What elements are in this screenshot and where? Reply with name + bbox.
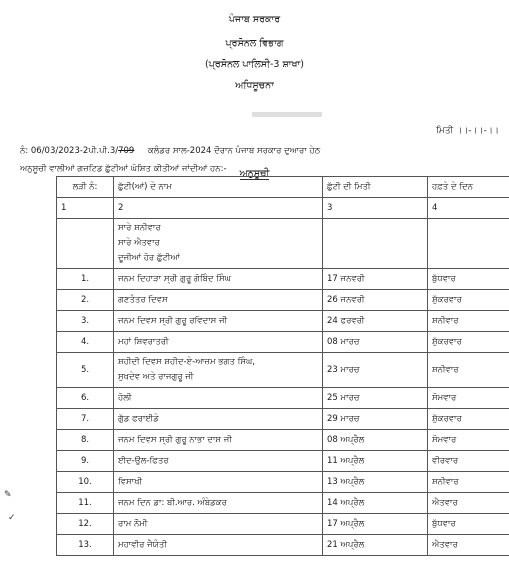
- holiday-weekday: ਬੁੱਧਵਾਰ: [428, 514, 509, 535]
- table-cell: [57, 219, 114, 269]
- table-row: [57, 269, 509, 290]
- holiday-date: 26 ਜਨਵਰੀ: [323, 290, 428, 311]
- holiday-name: [114, 269, 323, 290]
- table-row: [57, 472, 509, 493]
- holiday-name-line: ਗਣਤੰਤਰ ਦਿਵਸ: [118, 295, 168, 305]
- holiday-weekday: ਸ਼ਨੀਵਾਰ: [428, 472, 509, 493]
- holiday-weekday: ਸ਼ਨੀਵਾਰ: [428, 311, 509, 332]
- holiday-date: 08 ਮਾਰਚ: [323, 332, 428, 353]
- holiday-name-line: ਵਿਸਾਖੀ: [118, 477, 143, 487]
- table-cell: [428, 219, 509, 269]
- holiday-name-line: ਜਨਮ ਦਿਨ ਡਾ: ਬੀ.ਆਰ. ਅੰਬੇਡਕਰ: [118, 498, 227, 508]
- table-row: [57, 451, 509, 472]
- holiday-serial: 7.: [57, 409, 114, 430]
- holiday-name-line: ਮਹਾਂ ਸ਼ਿਵਰਾਤਰੀ: [118, 337, 169, 347]
- holiday-serial: 12.: [57, 514, 114, 535]
- holiday-serial: 2.: [57, 290, 114, 311]
- holiday-date: 23 ਮਾਰਚ: [323, 353, 428, 388]
- holiday-date: 08 ਅਪ੍ਰੈਲ: [323, 430, 428, 451]
- header-serial: ਲੜੀ ਨੰ:: [57, 177, 114, 198]
- holiday-serial: 13.: [57, 535, 114, 556]
- column-number-row: [57, 198, 509, 219]
- holiday-name: [114, 311, 323, 332]
- holiday-serial: 1.: [57, 269, 114, 290]
- holiday-name: [114, 409, 323, 430]
- table-row: [57, 332, 509, 353]
- holiday-name-line: ਜਨਮ ਦਿਵਸ ਸ੍ਰੀ ਗੁਰੂ ਨਾਭਾ ਦਾਸ ਜੀ: [118, 435, 232, 445]
- holiday-date: 25 ਮਾਰਚ: [323, 388, 428, 409]
- holiday-date: 13 ਅਪ੍ਰੈਲ: [323, 472, 428, 493]
- table-row: [57, 311, 509, 332]
- holiday-name: [114, 472, 323, 493]
- holiday-weekday: ਸ਼ੁੱਕਰਵਾਰ: [428, 290, 509, 311]
- holiday-date: 17 ਅਪ੍ਰੈਲ: [323, 514, 428, 535]
- holiday-serial: 5.: [57, 353, 114, 388]
- holiday-weekday: ਸੋਮਵਾਰ: [428, 430, 509, 451]
- notification-number-struck: 709: [118, 146, 135, 156]
- holiday-weekday: ਐਤਵਾਰ: [428, 535, 509, 556]
- column-number: 1: [57, 198, 114, 219]
- header-department: ਪ੍ਰਸੋਨਲ ਵਿਭਾਗ: [225, 38, 284, 49]
- holiday-name-line: ਜਨਮ ਦਿਵਸ ਸ੍ਰੀ ਗੁਰੂ ਰਵਿਦਾਸ ਜੀ: [118, 316, 228, 326]
- holiday-name: [114, 535, 323, 556]
- notification-date: ਮਿਤੀ ।।-।।-।।: [435, 126, 499, 136]
- general-holidays-row: [57, 219, 509, 269]
- table-row: [57, 514, 509, 535]
- table-header-row: [57, 177, 509, 198]
- holiday-date: 24 ਫਰਵਰੀ: [323, 311, 428, 332]
- holiday-name-line: ਈਦ-ਉਲ-ਫਿਤਰ: [118, 456, 169, 466]
- holiday-name-line: ਰਾਮ ਨੌਮੀ: [118, 519, 148, 529]
- holiday-weekday: ਸ਼ੁੱਕਰਵਾਰ: [428, 409, 509, 430]
- table-row: [57, 430, 509, 451]
- notification-number-line: [20, 146, 505, 156]
- table-row: [57, 388, 509, 409]
- schedule-title: ਅਨੁਸੂਚੀ: [239, 168, 270, 179]
- holiday-name: [114, 290, 323, 311]
- holiday-serial: 3.: [57, 311, 114, 332]
- holiday-weekday: ਸ਼ਨੀਵਾਰ: [428, 353, 509, 388]
- holiday-name: [114, 451, 323, 472]
- table-row: [57, 535, 509, 556]
- holiday-name-line: ਸੁਖਦੇਵ ਅਤੇ ਰਾਜਗੁਰੂ ਜੀ: [118, 372, 194, 382]
- column-number: 2: [114, 198, 323, 219]
- general-holiday: ਸਾਰੇ ਸ਼ਨੀਵਾਰ: [118, 223, 161, 233]
- notification-text: ਕਲੰਡਰ ਸਾਲ-2024 ਦੌਰਾਨ ਪੰਜਾਬ ਸਰਕਾਰ ਦੁਆਰਾ ਹੇਠ: [147, 146, 321, 156]
- table-row: [57, 353, 509, 388]
- table-cell: [323, 219, 428, 269]
- holiday-date: 11 ਅਪ੍ਰੈਲ: [323, 451, 428, 472]
- holiday-serial: 10.: [57, 472, 114, 493]
- general-holiday: ਦੂਜੀਆਂ ਹੋਰ ਛੁੱਟੀਆਂ: [118, 253, 180, 263]
- column-number: 3: [323, 198, 428, 219]
- general-holiday: ਸਾਰੇ ਐਤਵਾਰ: [118, 238, 160, 248]
- table-row: [57, 290, 509, 311]
- header-branch: (ਪ੍ਰਸੋਨਲ ਪਾਲਿਸੀ-3 ਸ਼ਾਖਾ): [205, 59, 304, 70]
- holiday-serial: 9.: [57, 451, 114, 472]
- holiday-date: 17 ਜਨਵਰੀ: [323, 269, 428, 290]
- holiday-name-line: ਮਹਾਵੀਰ ਜੈਯੰਤੀ: [118, 540, 167, 550]
- holiday-serial: 6.: [57, 388, 114, 409]
- handwritten-note: ✎: [4, 490, 12, 500]
- general-holidays-cell: [114, 219, 323, 269]
- scan-smudge: [252, 112, 322, 117]
- holiday-weekday: ਬੁੱਧਵਾਰ: [428, 269, 509, 290]
- holiday-serial: 4.: [57, 332, 114, 353]
- handwritten-mark: ✓: [8, 513, 16, 523]
- holiday-serial: 8.: [57, 430, 114, 451]
- header-notification: ਅਧਿਸੂਚਨਾ: [235, 80, 274, 91]
- notification-subject: ਅਨੁਸੂਚੀ ਵਾਲੀਆਂ ਗਜ਼ਟਿਡ ਛੁੱਟੀਆਂ ਘੋਸ਼ਿਤ ਕੀਤੀਆਂ ਜਾਂਦੀਆਂ ਹਨ:-: [20, 164, 227, 174]
- header-holiday-date: ਛੁੱਟੀ ਦੀ ਮਿਤੀ: [323, 177, 428, 198]
- holiday-name: [114, 332, 323, 353]
- holiday-name-line: ਗੁੱਡ ਫਰਾਈਡੇ: [118, 414, 159, 424]
- holiday-serial: 11.: [57, 493, 114, 514]
- holiday-name: [114, 388, 323, 409]
- table-row: [57, 493, 509, 514]
- notification-number: ਨੰ: 06/03/2023-2ਪੀ.ਪੀ.3/: [20, 146, 119, 156]
- holiday-name: [114, 514, 323, 535]
- holiday-name-line: ਹੋਲੀ: [118, 393, 132, 403]
- holiday-date: 29 ਮਾਰਚ: [323, 409, 428, 430]
- holiday-date: 14 ਅਪ੍ਰੈਲ: [323, 493, 428, 514]
- holiday-name-line: ਜਨਮ ਦਿਹਾੜਾ ਸ੍ਰੀ ਗੁਰੂ ਗੋਬਿੰਦ ਸਿੰਘ: [118, 274, 231, 284]
- holiday-date: 21 ਅਪ੍ਰੈਲ: [323, 535, 428, 556]
- holiday-weekday: ਸੋਮਵਾਰ: [428, 388, 509, 409]
- header-weekday: ਹਫ਼ਤੇ ਦੇ ਦਿਨ: [428, 177, 509, 198]
- holiday-name: [114, 430, 323, 451]
- holiday-weekday: ਵੀਰਵਾਰ: [428, 451, 509, 472]
- column-number: 4: [428, 198, 509, 219]
- holiday-table: [56, 176, 509, 556]
- holiday-name: [114, 493, 323, 514]
- table-row: [57, 409, 509, 430]
- holiday-weekday: ਐਤਵਾਰ: [428, 493, 509, 514]
- header-holiday-name: ਛੁੱਟੀ(ਆਂ) ਦੇ ਨਾਮ: [114, 177, 323, 198]
- holiday-weekday: ਸ਼ੁੱਕਰਵਾਰ: [428, 332, 509, 353]
- holiday-name: [114, 353, 323, 388]
- header-government: ਪੰਜਾਬ ਸਰਕਾਰ: [228, 14, 281, 25]
- holiday-name-line: ਸ਼ਹੀਦੀ ਦਿਵਸ ਸ਼ਹੀਦ-ਏ-ਆਜ਼ਮ ਭਗਤ ਸਿੰਘ,: [118, 357, 256, 367]
